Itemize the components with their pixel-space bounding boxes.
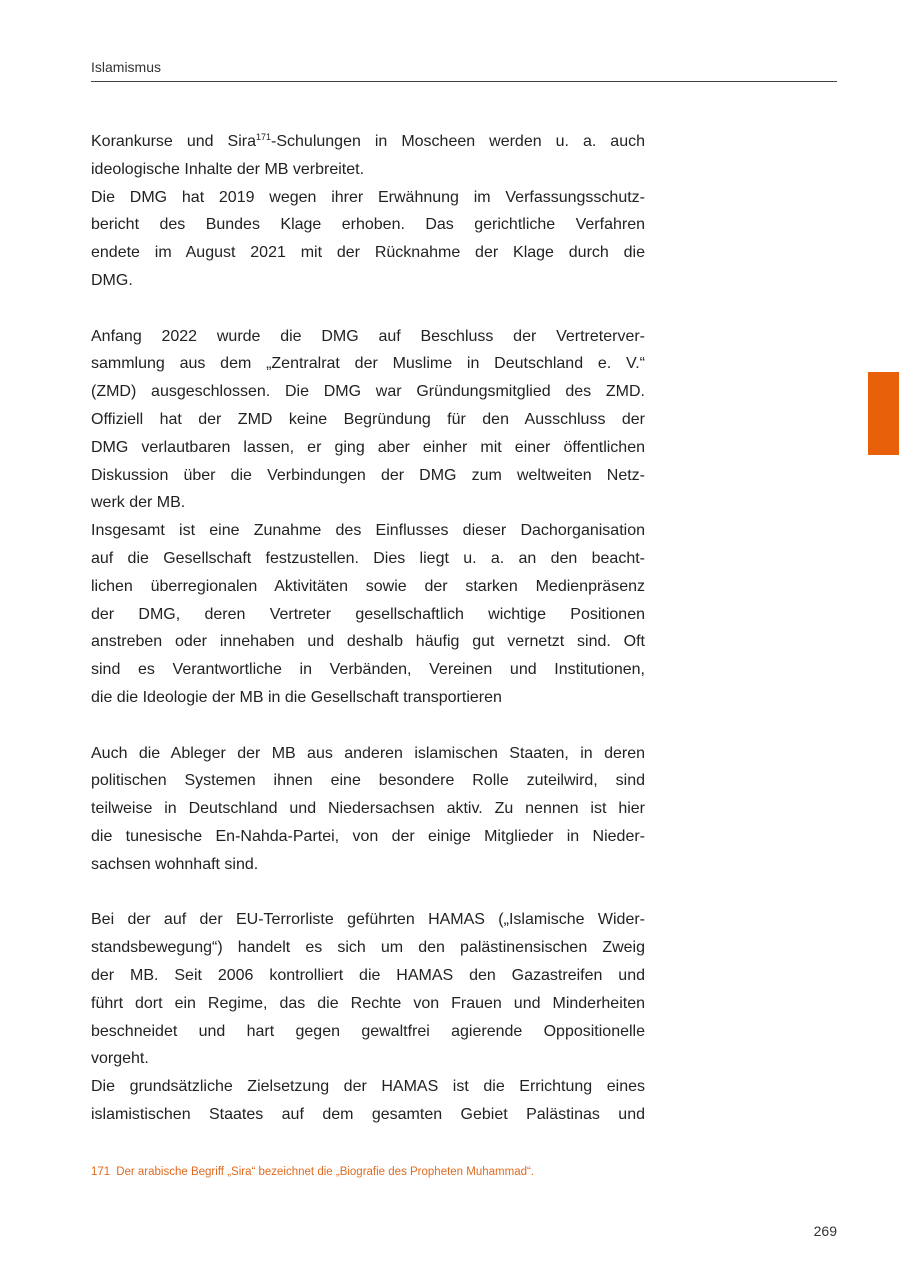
- chapter-marker-tab: [868, 372, 899, 455]
- text-line: Offiziell hat der ZMD keine Begründung für den Ausschluss der: [91, 410, 645, 428]
- paragraph: [91, 906, 645, 1073]
- paragraph: [91, 1073, 645, 1129]
- text-line: beschneidet und hart gegen gewaltfrei agierende Oppositionelle: [91, 1022, 645, 1040]
- text-line: standsbewegung“) handelt es sich um den palästinensischen Zweig: [91, 939, 645, 957]
- text-line: Auch die Ableger der MB aus anderen islamischen Staaten, in deren: [91, 744, 645, 762]
- footnote-number: 171: [91, 1166, 111, 1178]
- text-line: werk der MB.: [91, 494, 186, 512]
- text-fragment: -Schulungen in Moscheen werden u. a. auch: [271, 133, 645, 150]
- text-line: islamistischen Staates auf dem gesamten Gebiet Palästinas und: [91, 1105, 645, 1123]
- text-line: vorgeht.: [91, 1050, 149, 1068]
- paragraph-gap: [91, 712, 645, 740]
- text-line: der MB. Seit 2006 kontrolliert die HAMAS den Gazastreifen und: [91, 966, 645, 984]
- paragraph-gap: [91, 879, 645, 907]
- text-line: lichen überregionalen Aktivitäten sowie der starken Medienpräsenz: [91, 577, 645, 595]
- text-line: sammlung aus dem „Zentralrat der Muslime in Deutschland e. V.“: [91, 355, 645, 373]
- text-line: endete im August 2021 mit der Rücknahme der Klage durch die: [91, 244, 645, 262]
- paragraph: [91, 517, 645, 739]
- text-fragment: Korankurse und Sira: [91, 133, 256, 150]
- paragraph: [91, 323, 645, 518]
- text-line: teilweise in Deutschland und Niedersachsen aktiv. Zu nennen ist hier: [91, 800, 645, 818]
- paragraph: [91, 156, 645, 184]
- text-line: Diskussion über die Verbindungen der DMG zum weltweiten Netz-: [91, 466, 645, 484]
- paragraph: [91, 184, 645, 323]
- text-line: auf die Gesellschaft festzustellen. Dies liegt u. a. an den beacht-: [91, 549, 645, 567]
- text-line: Bei der auf der EU-Terrorliste geführten HAMAS („Islamische Wider-: [91, 911, 645, 929]
- running-head: Islamismus: [91, 59, 162, 75]
- text-line: Die grundsätzliche Zielsetzung der HAMAS ist die Errichtung eines: [91, 1078, 645, 1096]
- text-line: die die Ideologie der MB in die Gesellschaft transportieren: [91, 688, 502, 706]
- text-line: der DMG, deren Vertreter gesellschaftlich wichtige Positionen: [91, 605, 645, 623]
- footnote-text: Der arabische Begriff „Sira“ bezeichnet die „Biografie des Propheten Muhammad“.: [116, 1166, 535, 1178]
- text-line: die tunesische En-Nahda-Partei, von der einige Mitglieder in Nieder-: [91, 827, 645, 845]
- text-line: DMG verlautbaren lassen, er ging aber einher mit einer öffentlichen: [91, 438, 645, 456]
- text-line: Die DMG hat 2019 wegen ihrer Erwähnung im Verfassungsschutz-: [91, 188, 645, 206]
- text-line: Insgesamt ist eine Zunahme des Einflusses dieser Dachorganisation: [91, 522, 645, 540]
- text-line: DMG.: [91, 271, 133, 289]
- header-rule: [91, 81, 837, 82]
- page-number: 269: [813, 1223, 837, 1239]
- body-text: [91, 128, 645, 1129]
- text-line: Anfang 2022 wurde die DMG auf Beschluss der Vertreterver-: [91, 327, 645, 345]
- text-line: [91, 128, 645, 156]
- text-line: führt dort ein Regime, das die Rechte von Frauen und Minderheiten: [91, 994, 645, 1012]
- paragraph: [91, 740, 645, 907]
- paragraph-gap: [91, 295, 645, 323]
- text-line: sachsen wohnhaft sind.: [91, 855, 259, 873]
- text-line: anstreben oder innehaben und deshalb häufig gut vernetzt sind. Oft: [91, 633, 645, 651]
- text-line: ideologische Inhalte der MB verbreitet.: [91, 160, 365, 178]
- footnote: [91, 1166, 534, 1178]
- text-line: (ZMD) ausgeschlossen. Die DMG war Gründungsmitglied des ZMD.: [91, 383, 645, 401]
- footnote-ref[interactable]: 171: [255, 132, 272, 142]
- text-line: sind es Verantwortliche in Verbänden, Vereinen und Institutionen,: [91, 661, 645, 679]
- text-line: politischen Systemen ihnen eine besondere Rolle zuteilwird, sind: [91, 772, 645, 790]
- text-line: bericht des Bundes Klage erhoben. Das gerichtliche Verfahren: [91, 216, 645, 234]
